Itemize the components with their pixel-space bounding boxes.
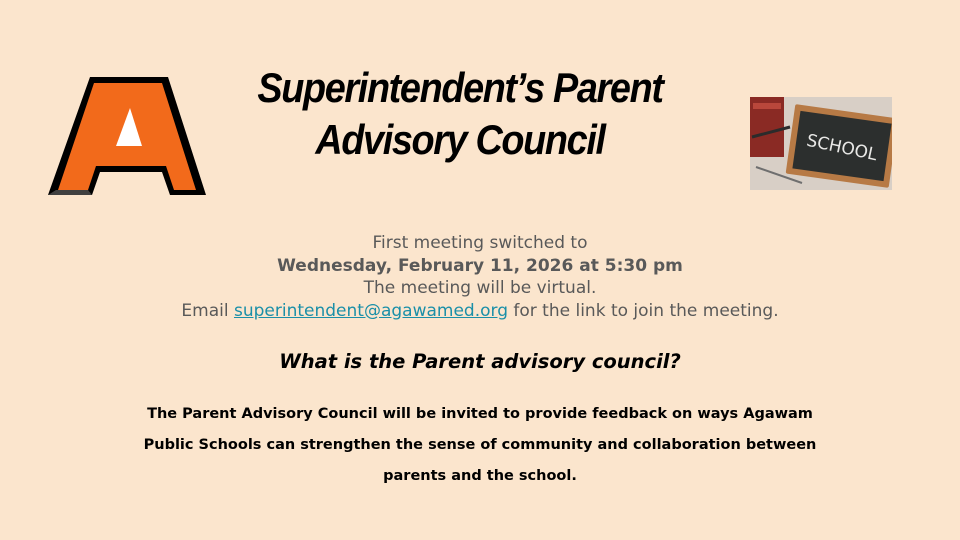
section-heading: What is the Parent advisory council? bbox=[279, 350, 681, 373]
description-line-1: The Parent Advisory Council will be invited to provide feedback on ways Agawam bbox=[147, 406, 813, 422]
chalkboard-text: SCHOOL bbox=[804, 130, 879, 166]
meeting-info bbox=[0, 232, 960, 322]
school-chalkboard-photo bbox=[750, 97, 892, 190]
description-line-3: parents and the school. bbox=[383, 468, 577, 484]
email-prefix: Email bbox=[181, 300, 229, 321]
meeting-line-3: The meeting will be virtual. bbox=[363, 278, 597, 298]
title-line-2: Advisory Council bbox=[315, 116, 605, 163]
description bbox=[100, 399, 860, 492]
email-suffix: for the link to join the meeting. bbox=[513, 300, 779, 321]
agawam-a-logo-icon bbox=[46, 74, 208, 198]
page-title bbox=[226, 62, 694, 166]
meeting-line-1: First meeting switched to bbox=[372, 233, 588, 253]
description-line-2: Public Schools can strengthen the sense of community and collaboration between bbox=[143, 437, 817, 453]
email-link[interactable]: superintendent@agawamed.org bbox=[233, 300, 508, 321]
meeting-email-line bbox=[0, 300, 960, 323]
title-line-1: Superintendent’s Parent bbox=[257, 64, 663, 111]
meeting-date: Wednesday, February 11, 2026 at 5:30 pm bbox=[277, 255, 683, 276]
